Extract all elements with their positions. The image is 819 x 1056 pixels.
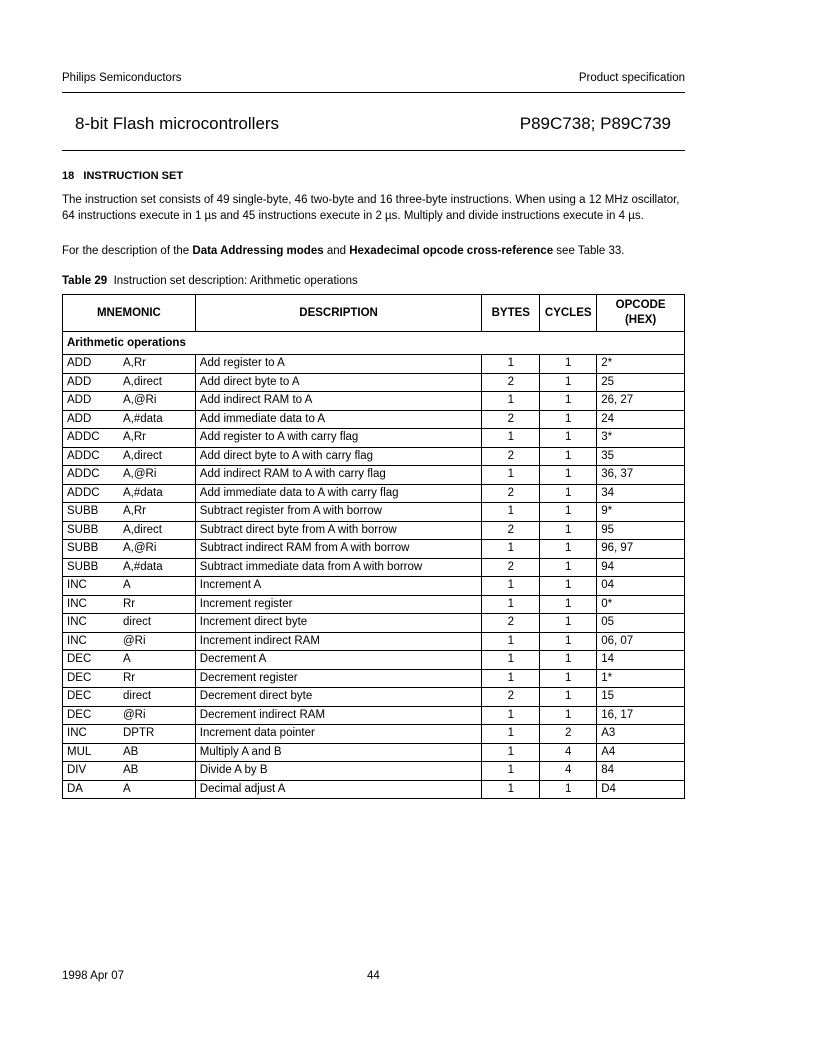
opcode-cell: 3* <box>597 429 685 448</box>
mnemonic-cell <box>63 743 196 762</box>
mnemonic-op: ADD <box>67 357 92 370</box>
bytes-cell: 1 <box>482 632 540 651</box>
section-number: 18 <box>62 170 75 182</box>
cycles-cell: 1 <box>540 521 597 540</box>
description-cell: Decrement register <box>195 669 482 688</box>
reference-text-suffix: see Table 33. <box>553 245 625 257</box>
description-cell: Increment data pointer <box>195 725 482 744</box>
mnemonic-op: DA <box>67 782 83 795</box>
opcode-cell: 04 <box>597 577 685 596</box>
cycles-cell: 4 <box>540 762 597 781</box>
bytes-cell: 2 <box>482 484 540 503</box>
opcode-cell: 25 <box>597 373 685 392</box>
mnemonic-cell <box>63 706 196 725</box>
reference-bold-addressing: Data Addressing modes <box>192 245 324 257</box>
intro-paragraph: The instruction set consists of 49 single-byte, 46 two-byte and 16 three-byte instructions. When using a 12 MHz oscillator, 64 instructions execute in 1 µs and 45 instructions execute in 2 µs. Multiply and divide instructions execute in 4 µs. <box>62 194 680 222</box>
header-bottom-rule <box>62 150 685 151</box>
mnemonic-cell <box>63 410 196 429</box>
mnemonic-operand: direct <box>123 690 152 703</box>
mnemonic-cell <box>63 355 196 374</box>
opcode-cell: 15 <box>597 688 685 707</box>
description-cell: Add register to A <box>195 355 482 374</box>
table-row <box>63 503 685 522</box>
opcode-cell: 26, 27 <box>597 392 685 411</box>
table-caption <box>62 275 358 287</box>
table-row <box>63 614 685 633</box>
mnemonic-op: DEC <box>67 690 92 703</box>
cycles-cell: 1 <box>540 706 597 725</box>
opcode-cell: 36, 37 <box>597 466 685 485</box>
description-cell: Add immediate data to A with carry flag <box>195 484 482 503</box>
mnemonic-operand: @Ri <box>123 634 146 647</box>
mnemonic-op: ADDC <box>67 431 100 444</box>
mnemonic-operand: A,@Ri <box>123 542 157 555</box>
opcode-cell: 2* <box>597 355 685 374</box>
opcode-cell: 06, 07 <box>597 632 685 651</box>
cycles-cell: 1 <box>540 780 597 799</box>
section-heading <box>62 170 183 182</box>
opcode-cell: 94 <box>597 558 685 577</box>
mnemonic-cell <box>63 466 196 485</box>
description-cell: Subtract immediate data from A with borrow <box>195 558 482 577</box>
table-row <box>63 447 685 466</box>
cycles-cell: 1 <box>540 392 597 411</box>
mnemonic-operand: A,@Ri <box>123 394 157 407</box>
cycles-cell: 1 <box>540 632 597 651</box>
cycles-cell: 1 <box>540 355 597 374</box>
opcode-cell: 16, 17 <box>597 706 685 725</box>
mnemonic-cell <box>63 614 196 633</box>
description-cell: Add direct byte to A with carry flag <box>195 447 482 466</box>
description-cell: Multiply A and B <box>195 743 482 762</box>
bytes-cell: 2 <box>482 558 540 577</box>
description-cell: Decrement A <box>195 651 482 670</box>
description-cell: Decrement direct byte <box>195 688 482 707</box>
part-numbers: P89C738; P89C739 <box>519 114 671 133</box>
instruction-table <box>62 294 685 799</box>
group-label: Arithmetic operations <box>63 332 685 355</box>
description-cell: Increment direct byte <box>195 614 482 633</box>
mnemonic-operand: A,#data <box>123 560 163 573</box>
opcode-cell: D4 <box>597 780 685 799</box>
bytes-cell: 2 <box>482 410 540 429</box>
cycles-cell: 1 <box>540 447 597 466</box>
mnemonic-op: ADDC <box>67 449 100 462</box>
opcode-cell: A4 <box>597 743 685 762</box>
bytes-cell: 1 <box>482 725 540 744</box>
document-type: Product specification <box>578 72 685 84</box>
description-cell: Subtract register from A with borrow <box>195 503 482 522</box>
opcode-cell: 84 <box>597 762 685 781</box>
mnemonic-cell <box>63 632 196 651</box>
cycles-cell: 1 <box>540 503 597 522</box>
mnemonic-operand: A,Rr <box>123 357 146 370</box>
bytes-cell: 1 <box>482 669 540 688</box>
bytes-cell: 1 <box>482 355 540 374</box>
mnemonic-operand: AB <box>123 764 139 777</box>
description-cell: Add indirect RAM to A <box>195 392 482 411</box>
mnemonic-operand: Rr <box>123 671 136 684</box>
opcode-cell: 0* <box>597 595 685 614</box>
reference-text-mid: and <box>323 245 350 257</box>
table-row <box>63 521 685 540</box>
table-row <box>63 780 685 799</box>
footer-date: 1998 Apr 07 <box>62 970 125 982</box>
mnemonic-op: ADD <box>67 394 92 407</box>
table-row <box>63 577 685 596</box>
mnemonic-operand: Rr <box>123 597 136 610</box>
table-row <box>63 484 685 503</box>
opcode-cell: 05 <box>597 614 685 633</box>
mnemonic-cell <box>63 688 196 707</box>
reference-text-prefix: For the description of the <box>62 245 193 257</box>
mnemonic-op: INC <box>67 579 87 592</box>
bytes-cell: 1 <box>482 651 540 670</box>
cycles-cell: 1 <box>540 484 597 503</box>
bytes-cell: 1 <box>482 780 540 799</box>
bytes-cell: 1 <box>482 743 540 762</box>
mnemonic-cell <box>63 540 196 559</box>
mnemonic-operand: A,#data <box>123 412 163 425</box>
bytes-cell: 1 <box>482 577 540 596</box>
table-row <box>63 373 685 392</box>
company-name: Philips Semiconductors <box>62 72 182 84</box>
mnemonic-op: DIV <box>67 764 87 777</box>
table-row <box>63 595 685 614</box>
document-title: 8-bit Flash microcontrollers <box>75 114 280 133</box>
description-cell: Subtract direct byte from A with borrow <box>195 521 482 540</box>
table-row <box>63 558 685 577</box>
description-cell: Add immediate data to A <box>195 410 482 429</box>
description-cell: Decimal adjust A <box>195 780 482 799</box>
table-row <box>63 725 685 744</box>
mnemonic-op: ADDC <box>67 486 100 499</box>
description-cell: Add register to A with carry flag <box>195 429 482 448</box>
mnemonic-cell <box>63 373 196 392</box>
opcode-cell: A3 <box>597 725 685 744</box>
mnemonic-cell <box>63 762 196 781</box>
cycles-cell: 1 <box>540 614 597 633</box>
cycles-cell: 1 <box>540 651 597 670</box>
cycles-cell: 1 <box>540 669 597 688</box>
table-row <box>63 632 685 651</box>
mnemonic-operand: A,direct <box>123 375 162 388</box>
header-opcode-line2: (HEX) <box>624 314 657 326</box>
table-row <box>63 392 685 411</box>
cycles-cell: 1 <box>540 558 597 577</box>
description-cell: Add direct byte to A <box>195 373 482 392</box>
table-row <box>63 429 685 448</box>
cycles-cell: 1 <box>540 466 597 485</box>
section-title: INSTRUCTION SET <box>83 170 184 182</box>
mnemonic-op: SUBB <box>67 523 99 536</box>
table-row <box>63 762 685 781</box>
mnemonic-operand: A <box>123 579 131 592</box>
cycles-cell: 1 <box>540 410 597 429</box>
header-bytes: BYTES <box>482 295 540 332</box>
mnemonic-operand: A,Rr <box>123 431 146 444</box>
mnemonic-cell <box>63 651 196 670</box>
opcode-cell: 35 <box>597 447 685 466</box>
mnemonic-operand: @Ri <box>123 708 146 721</box>
cycles-cell: 2 <box>540 725 597 744</box>
description-cell: Decrement indirect RAM <box>195 706 482 725</box>
description-cell: Add indirect RAM to A with carry flag <box>195 466 482 485</box>
table-row <box>63 706 685 725</box>
mnemonic-cell <box>63 725 196 744</box>
table-row <box>63 743 685 762</box>
cycles-cell: 1 <box>540 429 597 448</box>
mnemonic-cell <box>63 429 196 448</box>
cycles-cell: 1 <box>540 540 597 559</box>
bytes-cell: 2 <box>482 373 540 392</box>
description-cell: Increment register <box>195 595 482 614</box>
table-row <box>63 355 685 374</box>
table-row <box>63 651 685 670</box>
description-cell: Divide A by B <box>195 762 482 781</box>
bytes-cell: 1 <box>482 595 540 614</box>
cycles-cell: 1 <box>540 688 597 707</box>
table-row <box>63 410 685 429</box>
cycles-cell: 1 <box>540 577 597 596</box>
cycles-cell: 4 <box>540 743 597 762</box>
bytes-cell: 2 <box>482 447 540 466</box>
mnemonic-op: SUBB <box>67 505 99 518</box>
mnemonic-op: MUL <box>67 745 92 758</box>
table-header-row <box>63 295 685 332</box>
mnemonic-cell <box>63 521 196 540</box>
mnemonic-op: DEC <box>67 653 92 666</box>
bytes-cell: 1 <box>482 392 540 411</box>
mnemonic-op: INC <box>67 727 87 740</box>
header-top-rule <box>62 92 685 93</box>
opcode-cell: 24 <box>597 410 685 429</box>
header-opcode-line1: OPCODE <box>615 299 666 311</box>
cycles-cell: 1 <box>540 373 597 392</box>
table-caption-label: Table 29 <box>62 275 108 287</box>
reference-paragraph <box>62 243 687 259</box>
mnemonic-operand: A <box>123 653 131 666</box>
mnemonic-operand: A,@Ri <box>123 468 157 481</box>
mnemonic-cell <box>63 577 196 596</box>
group-row <box>63 332 685 355</box>
mnemonic-cell <box>63 503 196 522</box>
mnemonic-operand: A,direct <box>123 449 162 462</box>
mnemonic-op: SUBB <box>67 560 99 573</box>
mnemonic-operand: DPTR <box>123 727 155 740</box>
table-row <box>63 669 685 688</box>
header-cycles: CYCLES <box>540 295 597 332</box>
mnemonic-operand: A,Rr <box>123 505 146 518</box>
mnemonic-cell <box>63 669 196 688</box>
header-opcode <box>597 295 685 332</box>
opcode-cell: 1* <box>597 669 685 688</box>
mnemonic-op: ADDC <box>67 468 100 481</box>
mnemonic-op: ADD <box>67 412 92 425</box>
table-row <box>63 688 685 707</box>
mnemonic-cell <box>63 484 196 503</box>
mnemonic-operand: A <box>123 782 131 795</box>
bytes-cell: 1 <box>482 762 540 781</box>
mnemonic-cell <box>63 558 196 577</box>
opcode-cell: 14 <box>597 651 685 670</box>
mnemonic-operand: direct <box>123 616 152 629</box>
cycles-cell: 1 <box>540 595 597 614</box>
description-cell: Increment A <box>195 577 482 596</box>
bytes-cell: 2 <box>482 614 540 633</box>
bytes-cell: 1 <box>482 706 540 725</box>
bytes-cell: 1 <box>482 503 540 522</box>
opcode-cell: 9* <box>597 503 685 522</box>
description-cell: Subtract indirect RAM from A with borrow <box>195 540 482 559</box>
bytes-cell: 2 <box>482 521 540 540</box>
mnemonic-cell <box>63 392 196 411</box>
mnemonic-op: DEC <box>67 671 92 684</box>
bytes-cell: 1 <box>482 466 540 485</box>
mnemonic-cell <box>63 780 196 799</box>
bytes-cell: 2 <box>482 688 540 707</box>
bytes-cell: 1 <box>482 540 540 559</box>
mnemonic-op: SUBB <box>67 542 99 555</box>
table-row <box>63 466 685 485</box>
mnemonic-cell <box>63 595 196 614</box>
bytes-cell: 1 <box>482 429 540 448</box>
mnemonic-operand: AB <box>123 745 139 758</box>
opcode-cell: 95 <box>597 521 685 540</box>
mnemonic-operand: A,#data <box>123 486 163 499</box>
mnemonic-op: ADD <box>67 375 92 388</box>
mnemonic-cell <box>63 447 196 466</box>
mnemonic-operand: A,direct <box>123 523 162 536</box>
table-row <box>63 540 685 559</box>
opcode-cell: 34 <box>597 484 685 503</box>
description-cell: Increment indirect RAM <box>195 632 482 651</box>
page-number: 44 <box>367 970 380 982</box>
opcode-cell: 96, 97 <box>597 540 685 559</box>
header-description: DESCRIPTION <box>195 295 482 332</box>
mnemonic-op: INC <box>67 597 87 610</box>
mnemonic-op: DEC <box>67 708 92 721</box>
mnemonic-op: INC <box>67 634 87 647</box>
header-mnemonic: MNEMONIC <box>63 295 196 332</box>
reference-bold-opcode: Hexadecimal opcode cross-reference <box>349 245 554 257</box>
table-caption-text: Instruction set description: Arithmetic operations <box>113 275 358 287</box>
mnemonic-op: INC <box>67 616 87 629</box>
